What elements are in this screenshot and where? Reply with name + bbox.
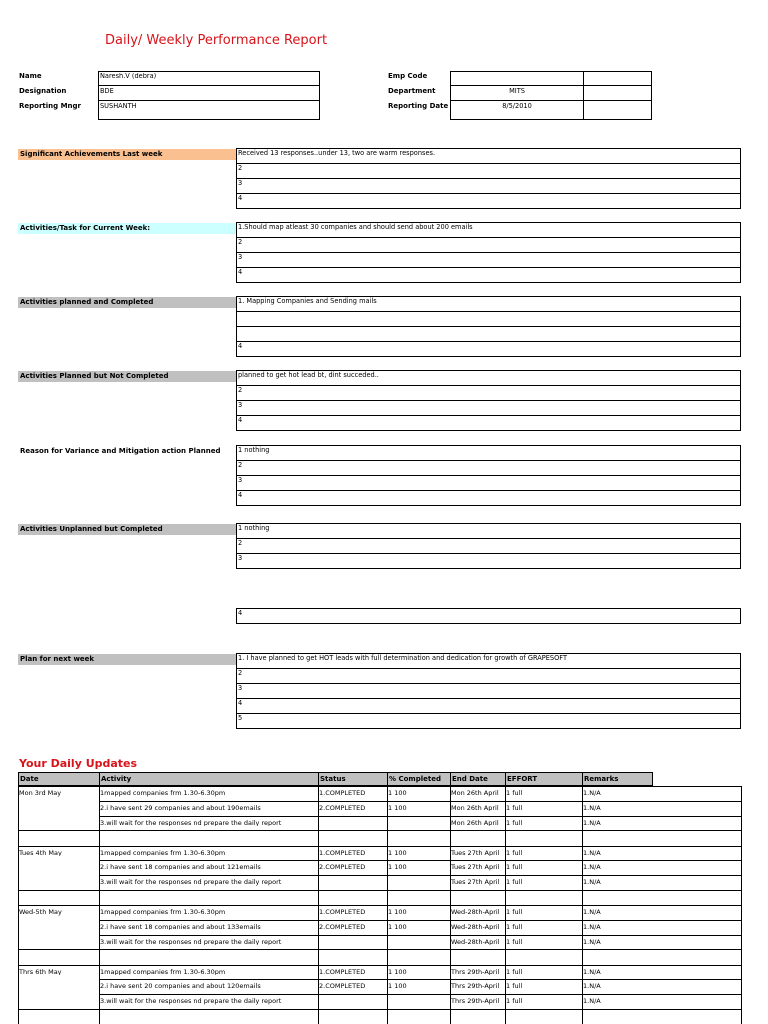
section-row[interactable]: 3 (237, 179, 740, 194)
daily-cell-end[interactable]: Wed-28th-April (451, 938, 500, 946)
daily-cell-end[interactable]: Tues 27th April (451, 849, 500, 856)
section-row[interactable]: 2 (237, 238, 740, 253)
section-label: Activities Planned but Not Completed (18, 371, 236, 382)
daily-column-header: Activity (99, 772, 319, 786)
daily-cell-remarks[interactable]: 1.N/A (583, 804, 601, 812)
section-label: Significant Achievements Last week (18, 149, 236, 160)
daily-cell-remarks[interactable]: 1.N/A (583, 864, 601, 871)
daily-cell-effort[interactable]: 1 full (506, 879, 523, 886)
daily-cell-activity[interactable]: 1mapped companies frm 1.30-6.30pm (100, 849, 226, 856)
daily-cell-remarks[interactable]: 1.N/A (583, 790, 601, 797)
section-label: Reason for Variance and Mitigation action Planned (18, 446, 236, 457)
section-row[interactable]: 3 (237, 684, 740, 699)
daily-cell-status[interactable]: 1.COMPLETED (319, 849, 366, 856)
daily-cell-remarks[interactable]: 1.N/A (583, 923, 601, 931)
section-row[interactable]: 3 (237, 476, 740, 491)
section-row[interactable]: 2 (237, 386, 740, 401)
daily-cell-end[interactable]: Thrs 29th-April (451, 983, 500, 990)
daily-cell-status[interactable]: 1.COMPLETED (319, 790, 366, 797)
section-row[interactable]: 4 (238, 609, 243, 617)
daily-cell-end[interactable]: Wed-28th-April (451, 923, 500, 931)
section-row[interactable]: 4 (238, 268, 243, 276)
daily-cell-activity[interactable]: 3.will wait for the responses nd prepare the daily report (100, 938, 282, 946)
daily-cell-remarks[interactable]: 1.N/A (583, 879, 601, 886)
daily-cell-pct[interactable]: 1 100 (388, 804, 407, 812)
section-row[interactable]: Received 13 responses..under 13, two are warm responses. (237, 149, 740, 164)
report-title: Daily/ Weekly Performance Report (105, 33, 328, 48)
name-value[interactable]: Naresh.V (debra) (100, 73, 157, 80)
daily-cell-status[interactable]: 2.COMPLETED (319, 923, 366, 931)
daily-cell-pct[interactable]: 1 100 (388, 790, 407, 797)
daily-cell-pct[interactable]: 1 100 (388, 909, 407, 916)
designation-value[interactable]: BDE (100, 88, 114, 95)
section-row[interactable]: 2 (237, 539, 740, 554)
daily-cell-effort[interactable]: 1 full (506, 804, 523, 812)
daily-cell-pct[interactable]: 1 100 (388, 864, 407, 871)
department-label: Department (388, 87, 436, 95)
daily-column-header: Date (18, 772, 100, 786)
section-row[interactable]: 2 (237, 669, 740, 684)
section-row[interactable]: 1 nothing (237, 524, 740, 539)
reporting-date-value[interactable]: 8/5/2010 (502, 103, 532, 110)
daily-cell-pct[interactable]: 1 100 (388, 983, 407, 990)
daily-cell-end[interactable]: Thrs 29th-April (451, 998, 500, 1005)
daily-cell-activity[interactable]: 3.will wait for the responses nd prepare the daily report (100, 819, 282, 827)
daily-cell-end[interactable]: Tues 27th April (451, 879, 500, 886)
daily-cell-activity[interactable]: 1mapped companies frm 1.30-6.30pm (100, 790, 226, 797)
section-grid (236, 296, 741, 357)
section-row[interactable]: 1 nothing (237, 446, 740, 461)
section-row[interactable]: 4 (238, 194, 243, 202)
daily-date: Wed-5th May (19, 909, 62, 916)
daily-cell-status[interactable]: 1.COMPLETED (319, 968, 366, 975)
name-label: Name (19, 72, 42, 80)
section-row[interactable]: 3 (237, 253, 740, 268)
daily-cell-effort[interactable]: 1 full (506, 909, 523, 916)
daily-cell-effort[interactable]: 1 full (506, 790, 523, 797)
daily-cell-end[interactable]: Thrs 29th-April (451, 968, 500, 975)
daily-cell-end[interactable]: Tues 27th April (451, 864, 500, 871)
section-grid (236, 222, 741, 283)
section-label: Activities planned and Completed (18, 297, 236, 308)
section-row[interactable]: 1. Mapping Companies and Sending mails (237, 297, 740, 312)
daily-cell-effort[interactable]: 1 full (506, 864, 523, 871)
daily-cell-effort[interactable]: 1 full (506, 983, 523, 990)
section-extra-row (236, 608, 741, 624)
reporting-date-label: Reporting Date (388, 102, 449, 110)
section-row[interactable]: 1.Should map atleast 30 companies and should send about 200 emails (237, 223, 740, 238)
daily-cell-remarks[interactable]: 1.N/A (583, 819, 601, 827)
section-row[interactable]: 4 (238, 491, 243, 499)
daily-column-header: End Date (450, 772, 506, 786)
daily-cell-end[interactable]: Wed-28th-April (451, 909, 500, 916)
daily-cell-remarks[interactable]: 1.N/A (583, 998, 601, 1005)
reporting-mngr-label: Reporting Mngr (19, 102, 81, 110)
daily-cell-activity[interactable]: 2.i have sent 29 companies and about 190emails (100, 804, 261, 812)
employee-meta-box (450, 71, 652, 120)
section-row[interactable]: 1. I have planned to get HOT leads with full determination and dedication for growth of GRAPESOFT (237, 654, 740, 669)
section-grid (236, 653, 741, 729)
daily-cell-activity[interactable]: 1mapped companies frm 1.30-6.30pm (100, 909, 226, 916)
section-row[interactable]: planned to get hot lead bt, dint succeded.. (237, 371, 740, 386)
section-label: Activities/Task for Current Week: (18, 223, 236, 234)
daily-cell-effort[interactable]: 1 full (506, 923, 523, 931)
section-grid (236, 370, 741, 431)
daily-cell-remarks[interactable]: 1.N/A (583, 938, 601, 946)
section-grid (236, 445, 741, 506)
section-row[interactable]: 4 (238, 342, 243, 350)
designation-label: Designation (19, 87, 67, 95)
daily-cell-status[interactable]: 2.COMPLETED (319, 804, 366, 812)
section-row[interactable] (237, 312, 740, 327)
daily-cell-status[interactable]: 1.COMPLETED (319, 909, 366, 916)
daily-cell-end[interactable]: Mon 26th April (451, 804, 499, 812)
section-row[interactable]: 2 (237, 164, 740, 179)
section-grid (236, 523, 741, 569)
section-row[interactable] (237, 327, 740, 342)
daily-cell-activity[interactable]: 2.i have sent 18 companies and about 121emails (100, 864, 261, 871)
daily-date: Mon 3rd May (19, 790, 62, 797)
section-label: Plan for next week (18, 654, 236, 665)
daily-cell-effort[interactable]: 1 full (506, 819, 523, 827)
daily-cell-remarks[interactable]: 1.N/A (583, 849, 601, 856)
section-row[interactable]: 4 (237, 699, 740, 714)
daily-cell-pct[interactable]: 1 100 (388, 968, 407, 975)
daily-column-header: Status (318, 772, 388, 786)
daily-cell-effort[interactable]: 1 full (506, 998, 523, 1005)
department-value[interactable]: MITS (509, 88, 525, 95)
section-row[interactable]: 2 (237, 461, 740, 476)
daily-cell-status[interactable]: 2.COMPLETED (319, 983, 366, 990)
daily-cell-activity[interactable]: 3.will wait for the responses nd prepare the daily report (100, 879, 282, 886)
daily-cell-pct[interactable]: 1 100 (388, 849, 407, 856)
daily-cell-activity[interactable]: 2.i have sent 18 companies and about 133emails (100, 923, 261, 931)
reporting-mngr-value[interactable]: SUSHANTH (100, 103, 137, 110)
daily-cell-effort[interactable]: 1 full (506, 849, 523, 856)
daily-cell-remarks[interactable]: 1.N/A (583, 909, 601, 916)
daily-column-header: Remarks (582, 772, 653, 786)
daily-cell-activity[interactable]: 1mapped companies frm 1.30-6.30pm (100, 968, 226, 975)
daily-cell-pct[interactable]: 1 100 (388, 923, 407, 931)
section-row[interactable]: 3 (238, 554, 243, 562)
emp-code-label: Emp Code (388, 72, 428, 80)
section-row[interactable]: 4 (238, 416, 243, 424)
daily-cell-end[interactable]: Mon 26th April (451, 819, 499, 827)
daily-cell-end[interactable]: Mon 26th April (451, 790, 499, 797)
daily-cell-remarks[interactable]: 1.N/A (583, 983, 601, 990)
daily-cell-remarks[interactable]: 1.N/A (583, 968, 601, 975)
section-row[interactable]: 3 (237, 401, 740, 416)
daily-cell-status[interactable]: 2.COMPLETED (319, 864, 366, 871)
daily-cell-activity[interactable]: 2.i have sent 20 companies and about 120emails (100, 983, 261, 990)
daily-column-header: EFFORT (505, 772, 583, 786)
daily-cell-activity[interactable]: 3.will wait for the responses nd prepare the daily report (100, 998, 282, 1005)
daily-cell-effort[interactable]: 1 full (506, 938, 523, 946)
section-row[interactable]: 5 (238, 714, 243, 722)
daily-date: Thrs 6th May (19, 968, 62, 975)
daily-column-header: % Completed (387, 772, 451, 786)
daily-updates-title: Your Daily Updates (19, 757, 138, 770)
daily-date: Tues 4th May (19, 849, 62, 856)
section-grid (236, 148, 741, 209)
section-label: Activities Unplanned but Completed (18, 524, 236, 535)
daily-cell-effort[interactable]: 1 full (506, 968, 523, 975)
